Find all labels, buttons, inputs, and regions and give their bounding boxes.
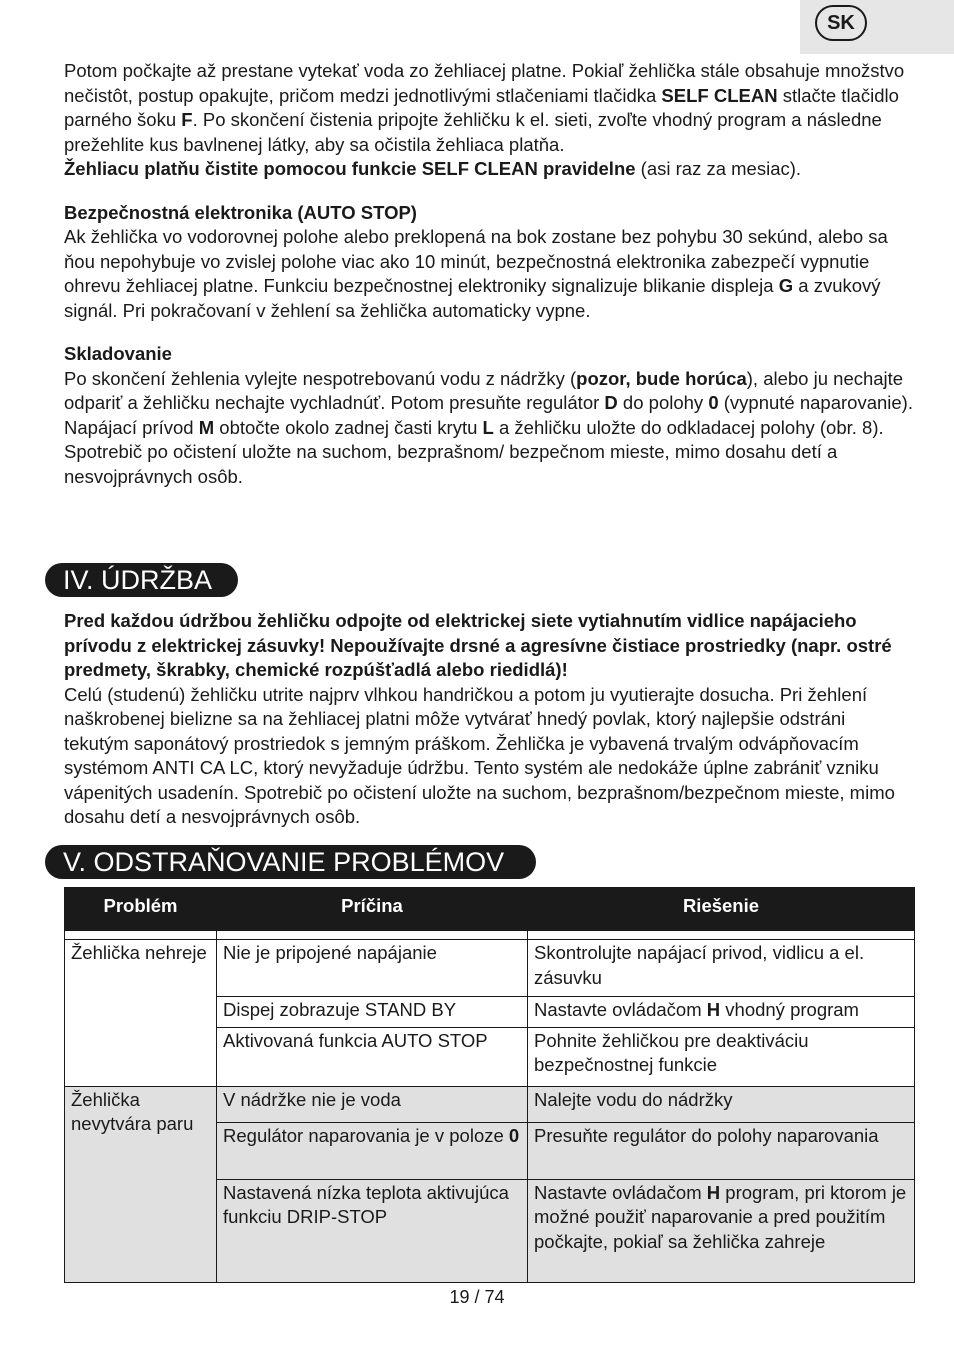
solution-cell: Skontrolujte napájací privod, vidlicu a el. zásuvku	[528, 940, 915, 997]
self-clean-paragraph	[64, 157, 914, 182]
bold-run: H	[706, 1181, 721, 1203]
cleaning-paragraph	[64, 59, 914, 157]
text-run: program, pri ktorom je možné použiť naparovanie a pred použitím počkajte, pokiaľ sa žehlička zahreje	[534, 1181, 907, 1252]
text-run: Potom počkajte až prestane vytekať voda zo žehliacej platne. Pokiaľ žehlička stále obsahuje množstvo nečistôt, postup opakujte, pričom medzi jednotlivými stlačeniami tlačidka	[64, 60, 905, 106]
column-header-cause: Príčina	[217, 888, 528, 931]
problem-cell: Žehlička nevytvára paru	[65, 1086, 217, 1282]
cause-cell: Nie je pripojené napájanie	[217, 940, 528, 997]
problem-cell: Žehlička nehreje	[65, 940, 217, 1087]
text-run: Po skončení žehlenia vylejte nespotrebovanú vodu z nádržky (	[64, 367, 577, 389]
table-header-row	[65, 888, 915, 931]
cause-cell: Nastavená nízka teplota aktivujúca funkciu DRIP-STOP	[217, 1179, 528, 1282]
column-header-solution: Riešenie	[528, 888, 915, 931]
text-run: a žehličku uložte do odkladacej polohy (obr. 8). Spotrebič po očistení uložte na suchom, bezprašnom/ bezpečnom mieste, mimo dosahu detí a nesvojprávnych osôb.	[64, 416, 884, 487]
text-run: Nastavte ovládačom	[534, 999, 707, 1020]
bold-run: Žehliacu platňu čistite pomocou funkcie SELF CLEAN pravidelne	[64, 158, 636, 179]
bold-run: H	[706, 999, 721, 1020]
text-run: a zvukový signál. Pri pokračovaní v žehlení sa žehlička automaticky vypne.	[64, 275, 881, 321]
table-spacer	[65, 931, 915, 940]
cause-cell	[217, 1122, 528, 1179]
upper-content	[64, 59, 914, 489]
column-header-problem: Problém	[65, 888, 217, 931]
bold-run: D	[604, 392, 618, 413]
text-run: stlačte tlačidlo parného šoku	[64, 84, 899, 130]
maintenance-warning	[64, 609, 914, 683]
text-run: Regulátor naparovania je v poloze	[223, 1124, 509, 1146]
warning-text: Pred každou údržbou žehličku odpojte od elektrickej siete vytiahnutím vidlice napájacieho prívodu z elektrickej zásuvky! Nepoužívajte drsné a agresívne čistiace prostriedky (napr. ostré predmety, škrabky, chemické rozpúšťadlá alebo riedidlá)!	[64, 610, 892, 680]
storage-heading	[64, 342, 914, 367]
table-row	[65, 1086, 915, 1122]
bold-run: F	[181, 109, 193, 130]
section-title-troubleshooting: V. ODSTRAŇOVANIE PROBLÉMOV	[45, 845, 536, 879]
bold-run: SELF CLEAN	[661, 84, 778, 106]
storage-paragraph	[64, 367, 914, 490]
heading-text: Bezpečnostná elektronika (AUTO STOP)	[64, 201, 417, 223]
solution-cell: Nalejte vodu do nádržky	[528, 1086, 915, 1122]
heading-text: Skladovanie	[64, 343, 172, 364]
language-badge: SK	[815, 5, 867, 41]
text-run: Ak žehlička vo vodorovnej polohe alebo preklopená na bok zostane bez pohybu 30 sekúnd, alebo sa ňou nepohybuje vo zvislej polohe viac ako 10 minút, bezpečnostná elektronika zabezpečí vypnutie ohrevu žehliacej platne. Funkciu bezpečnostnej elektroniky signalizuje blikanie displeja	[64, 226, 888, 296]
text-run: (asi raz za mesiac).	[635, 158, 802, 179]
bold-run: M	[198, 416, 215, 438]
auto-stop-heading	[64, 201, 914, 226]
text-run: vhodný program	[720, 999, 859, 1020]
bold-run: L	[482, 416, 494, 438]
text-run: do polohy	[617, 392, 709, 413]
solution-cell	[528, 997, 915, 1028]
cause-cell: V nádržke nie je voda	[217, 1086, 528, 1122]
troubleshooting-table	[64, 887, 915, 1283]
bold-run: 0	[508, 1124, 520, 1146]
text-run: obtočte okolo zadnej časti krytu	[214, 416, 483, 438]
text-run: . Po skončení čistenia pripojte žehličku k el. sieti, zvoľte vhodný program a následne prežehlite kus bavlnenej látky, aby sa očistila žehliaca platňa.	[64, 109, 882, 155]
auto-stop-paragraph	[64, 225, 914, 323]
cause-cell: Dispej zobrazuje STAND BY	[217, 997, 528, 1028]
maintenance-content	[64, 609, 914, 830]
solution-cell: Presuňte regulátor do polohy naparovania	[528, 1122, 915, 1179]
text-run: ), alebo ju nechajte odpariť a žehličku nechajte vychladnúť. Potom presuňte regulátor	[64, 367, 904, 413]
bold-run: 0	[708, 392, 719, 413]
cause-cell: Aktivovaná funkcia AUTO STOP	[217, 1027, 528, 1086]
bold-run: G	[778, 275, 794, 296]
language-tab	[800, 0, 954, 54]
text-run: (vypnuté naparovanie). Napájací prívod	[64, 392, 913, 438]
solution-cell	[528, 1179, 915, 1282]
maintenance-paragraph: Celú (studenú) žehličku utrite najprv vlhkou handričkou a potom ju vyutierajte dosucha. Pri žehlení naškrobenej bielizne sa na žehliacej platni môže vytvárať hnedý povlak, ktorý najlepšie odstráni tekutým saponátový prostriedok s jemným práškom. Žehlička je vybavená trvalým odvápňovacím systémom ANTI CA LC, ktorý nevyžaduje údržbu. Tento systém ale nedokáže úplne zabrániť vzniku vápenitých usadenín. Spotrebič po očistení uložte na suchom, bezprašnom/bezpečnom mieste, mimo dosahu detí a nesvojprávnych osôb.	[64, 683, 895, 827]
section-title-maintenance: IV. ÚDRŽBA	[45, 563, 238, 597]
text-run: Nastavte ovládačom	[534, 1181, 707, 1203]
table-row	[65, 940, 915, 997]
bold-run: pozor, bude horúca	[576, 367, 747, 389]
page-number: 19 / 74	[449, 1287, 505, 1307]
solution-cell: Pohnite žehličkou pre deaktiváciu bezpečnostnej funkcie	[528, 1027, 915, 1086]
